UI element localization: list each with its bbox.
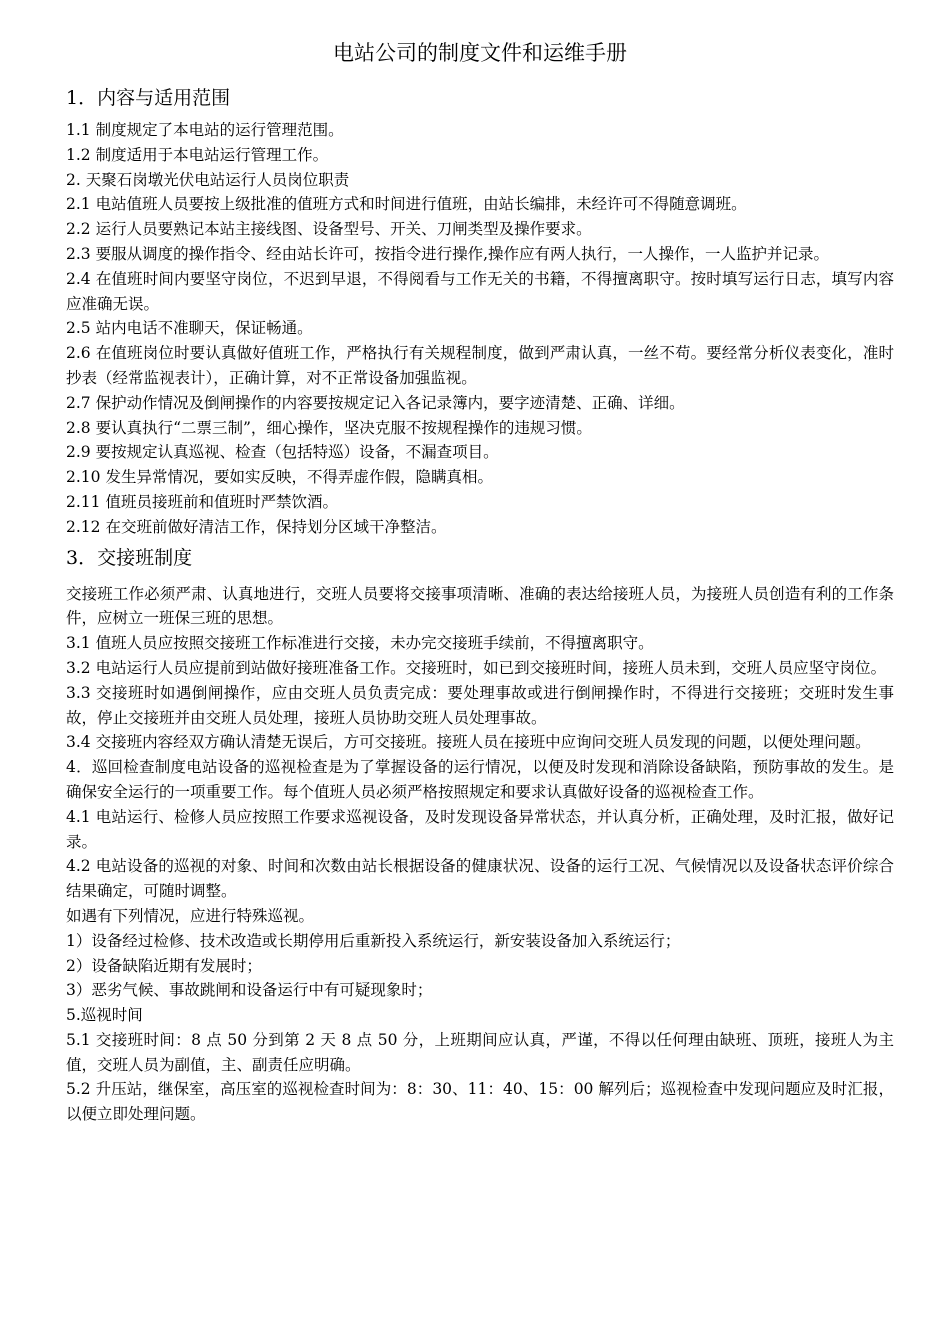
paragraph: 交接班工作必须严肃、认真地进行，交班人员要将交接事项清晰、准确的表达给接班人员，为接班人员创造有利的工作条件，应树立一班保三班的思想。 — [66, 584, 894, 628]
paragraph: 2.3 要服从调度的操作指令、经由站长许可，按指令进行操作,操作应有两人执行，一人操作，一人监护并记录。 — [66, 244, 830, 263]
paragraph: 3.3 交接班时如遇倒闸操作，应由交班人员负责完成：要处理事故或进行倒闸操作时，不得进行交接班；交班时发生事故，停止交接班并由交班人员处理，接班人员协助交班人员处理事故。 — [66, 683, 894, 727]
paragraph: 2.11 值班员接班前和值班时严禁饮酒。 — [66, 492, 338, 511]
section-3-body — [66, 582, 894, 1128]
paragraph: 2.9 要按规定认真巡视、检查（包括特巡）设备，不漏查项目。 — [66, 443, 499, 462]
paragraph: 1.2 制度适用于本电站运行管理工作。 — [66, 145, 329, 164]
section-heading-3: 3．交接班制度 — [66, 546, 193, 569]
paragraph: 3.1 值班人员应按照交接班工作标准进行交接，未办完交接班手续前，不得擅离职守。 — [66, 634, 654, 653]
paragraph: 2.8 要认真执行“二票三制”，细心操作，坚决克服不按规程操作的违规习惯。 — [66, 418, 592, 437]
paragraph: 2.4 在值班时间内要坚守岗位，不迟到早退，不得阅看与工作无关的书籍，不得擅离职守。按时填写运行日志，填写内容应准确无误。 — [66, 269, 894, 313]
paragraph: 4.1 电站运行、检修人员应按照工作要求巡视设备，及时发现设备异常状态，并认真分析，正确处理，及时汇报，做好记录。 — [66, 807, 894, 851]
document-title: 电站公司的制度文件和运维手册 — [333, 41, 627, 65]
paragraph: 5.2 升压站，继保室，高压室的巡视检查时间为：8：30、11：40、15：00 解列后；巡视检查中发现问题应及时汇报，以便立即处理问题。 — [66, 1080, 894, 1124]
paragraph: 2.2 运行人员要熟记本站主接线图、设备型号、开关、刀闸类型及操作要求。 — [66, 220, 592, 239]
paragraph: 5.1 交接班时间：8 点 50 分到第 2 天 8 点 50 分，上班期间应认真，严谨，不得以任何理由缺班、顶班，接班人为主值，交班人员为副值，主、副责任应明确。 — [66, 1030, 894, 1074]
paragraph: 2.7 保护动作情况及倒闸操作的内容要按规定记入各记录簿内，要字迹清楚、正确、详细。 — [66, 393, 685, 412]
document-page — [66, 38, 894, 1127]
paragraph: 3）恶劣气候、事故跳闸和设备运行中有可疑现象时； — [66, 981, 433, 1000]
paragraph: 2.10 发生异常情况，要如实反映，不得弄虚作假，隐瞒真相。 — [66, 468, 493, 487]
section-heading-1: 1．内容与适用范围 — [66, 87, 231, 109]
paragraph: 3.4 交接班内容经双方确认清楚无误后，方可交接班。接班人员在接班中应询问交班人员发现的问题，以便处理问题。 — [66, 733, 871, 752]
paragraph: 5.巡视时间 — [66, 1006, 143, 1025]
paragraph: 3.2 电站运行人员应提前到站做好接班准备工作。交接班时，如已到交接班时间，接班人员未到，交班人员应坚守岗位。 — [66, 658, 887, 677]
paragraph: 2. 天聚石岗墩光伏电站运行人员岗位职责 — [66, 170, 350, 189]
paragraph: 2.1 电站值班人员要按上级批准的值班方式和时间进行值班，由站长编排，未经许可不得随意调班。 — [66, 195, 747, 214]
paragraph: 2.12 在交班前做好清洁工作，保持划分区域干净整洁。 — [66, 517, 447, 536]
paragraph: 1.1 制度规定了本电站的运行管理范围。 — [66, 121, 344, 139]
paragraph: 2）设备缺陷近期有发展时； — [66, 956, 262, 975]
paragraph: 4．巡回检查制度电站设备的巡视检查是为了掌握设备的运行情况，以便及时发现和消除设备缺陷，预防事故的发生。是确保安全运行的一项重要工作。每个值班人员必须严格按照规定和要求认真做好设备的巡视检查工作。 — [66, 758, 894, 801]
paragraph: 1）设备经过检修、技术改造或长期停用后重新投入系统运行，新安装设备加入系统运行； — [66, 931, 681, 950]
section-1-body — [66, 118, 894, 540]
paragraph: 2.6 在值班岗位时要认真做好值班工作，严格执行有关规程制度，做到严肃认真，一丝不苟。要经常分析仪表变化，准时抄表（经常监视表计），正确计算，对不正常设备加强监视。 — [66, 344, 894, 387]
paragraph: 4.2 电站设备的巡视的对象、时间和次数由站长根据设备的健康状况、设备的运行工况、气候情况以及设备状态评价综合结果确定，可随时调整。 — [66, 857, 894, 901]
paragraph: 如遇有下列情况，应进行特殊巡视。 — [66, 906, 315, 925]
paragraph: 2.5 站内电话不准聊天，保证畅通。 — [66, 319, 313, 338]
